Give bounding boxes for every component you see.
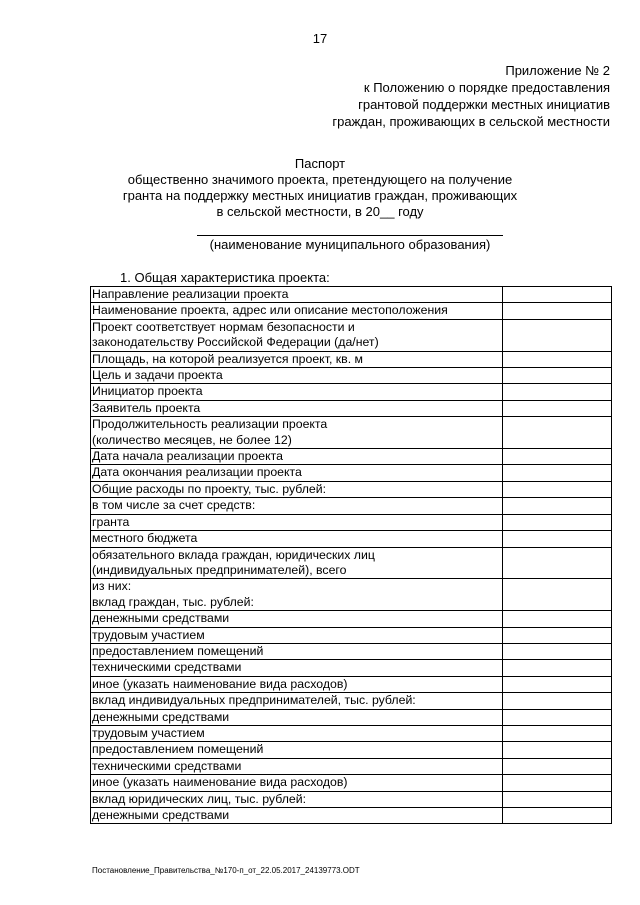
row-label [91,742,503,758]
row-label-line: Наименование проекта, адрес или описание местоположения [92,303,448,318]
table-row [91,660,612,676]
row-label [91,676,503,692]
table-row [91,303,612,319]
table-row [91,775,612,791]
row-label-line: Проект соответствует нормам безопасности и [92,319,355,334]
row-label-line: из них: [92,579,132,594]
row-label-line: вклад граждан, тыс. рублей: [92,594,254,609]
title-line: общественно значимого проекта, претендующего на получение [127,172,513,187]
row-label [91,287,503,303]
row-label [91,627,503,643]
table-row [91,531,612,547]
table-row [91,579,612,611]
row-label [91,514,503,530]
row-label [91,465,503,481]
row-label-line: (количество месяцев, не более 12) [92,432,292,447]
municipality-caption: (наименование муниципального образования) [209,237,491,252]
row-value-cell [503,742,612,758]
row-label-line: законодательству Российской Федерации (да/нет) [92,335,379,350]
table-row [91,643,612,659]
row-label [91,351,503,367]
row-label [91,660,503,676]
table-row [91,319,612,351]
row-label-line: иное (указать наименование вида расходов) [92,676,348,691]
row-value-cell [503,611,612,627]
row-label-line: в том числе за счет средств: [92,498,256,513]
section-heading: 1. Общая характеристика проекта: [120,270,330,285]
row-value-cell [503,627,612,643]
table-row [91,384,612,400]
row-label-line: Направление реализации проекта [92,287,289,301]
row-value-cell [503,481,612,497]
row-value-cell [503,368,612,384]
row-value-cell [503,417,612,449]
table-row [91,547,612,579]
row-value-cell [503,709,612,725]
row-label [91,368,503,384]
table-row [91,481,612,497]
row-label [91,808,503,824]
row-label-line: техническими средствами [92,758,242,773]
row-label-line: трудовым участием [92,725,205,740]
row-label-line: техническими средствами [92,660,242,675]
table-row [91,287,612,303]
table-row [91,498,612,514]
municipality-underline [197,235,503,236]
title-line: в сельской местности, в 20__ году [216,204,424,219]
row-label [91,579,503,611]
document-title [0,156,640,220]
row-label [91,709,503,725]
row-value-cell [503,547,612,579]
row-label-line: обязательного вклада граждан, юридических лиц [92,547,375,562]
row-label-line: денежными средствами [92,808,230,822]
table-row [91,368,612,384]
table-row [91,400,612,416]
row-value-cell [503,693,612,709]
row-label [91,498,503,514]
row-value-cell [503,579,612,611]
row-value-cell [503,660,612,676]
row-label-line: гранта [92,514,130,529]
table-row [91,676,612,692]
appendix-line: к Положению о порядке предоставления [363,80,610,95]
table-row [91,725,612,741]
row-label [91,417,503,449]
row-value-cell [503,303,612,319]
appendix-line: грантовой поддержки местных инициатив [358,97,610,112]
row-label-line: Дата начала реализации проекта [92,449,283,464]
row-label-line: Дата окончания реализации проекта [92,465,302,480]
row-label-line: (индивидуальных предпринимателей), всего [92,562,347,577]
row-value-cell [503,465,612,481]
row-label-line: иное (указать наименование вида расходов) [92,775,348,790]
row-label [91,611,503,627]
title-line: гранта на поддержку местных инициатив граждан, проживающих [122,188,518,203]
row-label [91,547,503,579]
row-label [91,400,503,416]
row-label [91,481,503,497]
row-value-cell [503,725,612,741]
row-label-line: Заявитель проекта [92,400,201,415]
row-label-line: трудовым участием [92,627,205,642]
table-row [91,351,612,367]
row-value-cell [503,808,612,824]
row-label [91,319,503,351]
row-value-cell [503,791,612,807]
row-label-line: денежными средствами [92,709,230,724]
row-value-cell [503,643,612,659]
row-label-line: Инициатор проекта [92,384,203,399]
row-label [91,303,503,319]
row-label [91,384,503,400]
table-row [91,449,612,465]
row-label [91,725,503,741]
table-row [91,627,612,643]
row-label-line: предоставлением помещений [92,643,264,658]
row-value-cell [503,531,612,547]
row-label-line: денежными средствами [92,611,230,626]
row-label [91,758,503,774]
row-value-cell [503,514,612,530]
row-label-line: Площадь, на которой реализуется проект, кв. м [92,351,364,366]
title-line: Паспорт [294,156,346,171]
row-value-cell [503,676,612,692]
row-value-cell [503,287,612,303]
page-number: 17 [312,31,328,46]
row-label-line: вклад юридических лиц, тыс. рублей: [92,791,306,806]
table-row [91,742,612,758]
row-value-cell [503,384,612,400]
row-label [91,449,503,465]
row-label-line: Общие расходы по проекту, тыс. рублей: [92,481,327,496]
table-row [91,514,612,530]
table-row [91,808,612,824]
table-row [91,791,612,807]
row-value-cell [503,775,612,791]
row-value-cell [503,498,612,514]
row-value-cell [503,449,612,465]
row-label-line: вклад индивидуальных предпринимателей, тыс. рублей: [92,693,416,708]
row-value-cell [503,758,612,774]
row-value-cell [503,351,612,367]
row-label-line: Цель и задачи проекта [92,368,223,383]
appendix-block [332,62,610,130]
row-value-cell [503,400,612,416]
table-row [91,758,612,774]
row-label [91,531,503,547]
footer-filename: Постановление_Правительства_№170-п_от_22.05.2017_24139773.ODT [92,866,360,875]
row-label-line: местного бюджета [92,531,198,546]
row-value-cell [503,319,612,351]
passport-table [90,286,612,824]
row-label [91,775,503,791]
table-row [91,709,612,725]
row-label-line: Продолжительность реализации проекта [92,417,328,432]
row-label-line: предоставлением помещений [92,742,264,757]
appendix-line: Приложение № 2 [505,63,610,78]
table-row [91,611,612,627]
table-row [91,465,612,481]
row-label [91,693,503,709]
row-label [91,643,503,659]
appendix-line: граждан, проживающих в сельской местности [332,114,610,129]
table-row [91,417,612,449]
table-row [91,693,612,709]
row-label [91,791,503,807]
